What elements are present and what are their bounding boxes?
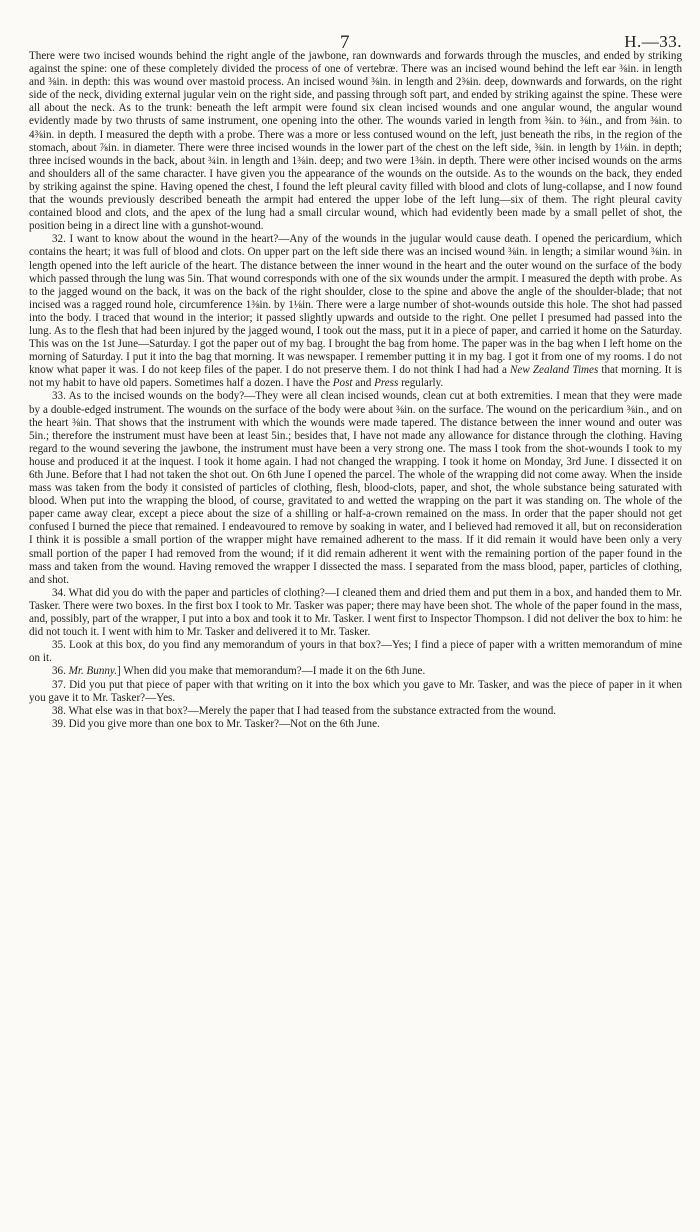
italic-text: Press	[374, 377, 399, 390]
document-reference: H.—33.	[624, 32, 682, 51]
text-segment: 32. I want to know about the wound in the heart?—Any of the wounds in the jugular would cause death. I opened the pericardium, which contains the heart; it was full of blood and clots. On upper part on the left side there was an incised wound ⅜in. in length; a similar wound ⅜in. in length opened into the left auricle of the heart. The distance between the inner wound in the heart and the outer wound on the surface of the body which passed through the lung was 5in. That wound corresponds with one of the six wounds under the armpit. I measured the depth with probe. As to the jagged wound on the back, it was on the back of the right shoulder, close to the spine and above the angle of the shoulder-blade; that not incised was a ragged round hole, circumference 1⅜in. by 1⅛in. There were a large number of shot-wounds outside this hole. The shot had passed into the body. I traced that wound in the interior; it passed slightly upwards and outside to the right. One pellet I presumed had passed into the lung. As to the flesh that had been injured by the jagged wound, I took out the mass, put it in a piece of paper, and carried it home on the Saturday. This was on the 1st June—Saturday. I got the paper out of my bag. I brought the bag from home. The paper was in the bag when I left home on the morning of Saturday. I put it into the bag that morning. It was newspaper. I remember putting it in my bag. I got it from one of my rooms. I do not know what paper it was. I do not keep files of the paper. I do not preserve them. I do not think I had had a	[29, 233, 682, 377]
body-text	[29, 50, 682, 731]
page-number: 7	[340, 32, 350, 53]
italic-text: Mr. Bunny.	[68, 665, 118, 678]
paragraph	[29, 390, 682, 586]
page-header	[29, 0, 682, 53]
paragraph	[29, 50, 682, 233]
text-segment: 39. Did you give more than one box to Mr. Tasker?—Not on the 6th June.	[52, 717, 380, 730]
text-segment: There were two incised wounds behind the right angle of the jawbone, ran downwards and forwards through the muscles, and ended by striking against the spine: one of these completely divided the process of one of vertebræ. There was an incised wound behind the left ear ⅜in. in length and ⅜in. in depth: this was wound over mastoid process. An incised wound ⅜in. in length and 2⅜in. deep, downwards and forwards, on the right side of the neck, dividing external jugular vein on the right side, and passing through soft part, and ended by striking against the spine. These were all about the neck. As to the trunk: beneath the left armpit were found six clean incised wounds and one angular wound, the angular wound evidently made by two thrusts of same instrument, one opening into the other. The wounds varied in length from ⅜in. to ⅜in., and from ⅜in. to 4⅜in. in depth. I measured the depth with a probe. There was a more or less contused wound on the left, just beneath the ribs, in the region of the stomach, about ⅞in. in diameter. There were three incised wounds in the lower part of the chest on the left side, ⅜in. in length by 1⅛in. in depth; three incised wounds in the back, about ¾in. in length and 1⅜in. deep; and two were 1⅜in. in depth. There were other incised wounds on the arms and shoulders all of the same character. I have given you the appearance of the wounds on the outside. As to the wounds on the back, they ended by striking against the spine. Having opened the chest, I found the left pleural cavity filled with blood and clots of lung-collapse, and I now found that the wounds previously described beneath the armpit had entered the upper lobe of the left lung—six of them. The right pleural cavity contained blood and clots, and the apex of the lung had a small circular wound, which had evidently been made by a small pellet of shot, the position being in a direct line with a gunshot-wound.	[29, 50, 682, 233]
text-segment: 38. What else was in that box?—Merely the paper that I had teased from the substance extracted from the wound.	[52, 704, 557, 717]
text-segment: 36.	[52, 665, 69, 678]
italic-text: New Zealand Times	[510, 364, 599, 377]
paragraph	[29, 587, 682, 639]
text-segment: ] When did you make that memorandum?—I made it on the 6th June.	[117, 665, 426, 678]
paragraph	[29, 705, 682, 718]
text-segment: 37. Did you put that piece of paper with that writing on it into the box which you gave to Mr. Tasker, and was the piece of paper in it when you gave it to Mr. Tasker?—Yes.	[29, 678, 682, 704]
paragraph	[29, 639, 682, 665]
paragraph	[29, 665, 682, 678]
text-segment: 33. As to the incised wounds on the body?—They were all clean incised wounds, clean cut at both extremities. I mean that they were made by a double-edged instrument. The wounds on the surface of the body were about ⅜in. on the surface. The wound on the pericardium ⅜in., and on the heart ⅜in. That shows that the instrument with which the wounds were made tapered. The distance between the inner wound and outer was 5in.; therefore the instrument must have been at least 5in.; besides that, I have not made any allowance for distance through the clothing. Having regard to the wound severing the jawbone, the instrument must have been a very strong one. The mass I took from the shot-wounds I took to my house and produced it at the inquest. I took it home again. I had not changed the wrapping. I took it home on Monday, 3rd June. I dissected it on 6th June. Before that I had not taken the shot out. On 6th June I opened the parcel. The whole of the wrapping did not come away. When the inside mass was taken from the body it consisted of particles of clothing, flesh, blood-clots, paper, and shot, the whole substance being saturated with blood. When put into the wrapping the blood, of course, gravitated to and wetted the wrapping on the part it was standing on. The whole of the paper came away clear, except a piece about the size of a shilling or half-a-crown remained on the mass. In order that the paper should not get confused I burned the piece that remained. I endeavoured to remove by soaking in water, and I believed had removed it all, but on reconsideration I think it is possible a small portion of the wrapper might have remained adherent to the mass. If it did remain it would have been only a very small portion of the paper I had removed from the wound; if it did remain adherent it went with the remaining portion of the paper found in the mass and taken from the wound. Having removed the wrapper I dissected the mass. I separated from the mass blood, paper, particles of clothing, and shot.	[29, 390, 682, 586]
paragraph	[29, 718, 682, 731]
italic-text: Post	[332, 377, 353, 390]
text-segment: regularly.	[398, 377, 444, 390]
paragraph	[29, 679, 682, 705]
text-segment: that morning. It is not my habit to have old papers. Sometimes half a dozen. I have the	[29, 364, 682, 390]
paragraph	[29, 233, 682, 390]
text-segment: 34. What did you do with the paper and particles of clothing?—I cleaned them and dried them and put them in a box, and handed them to Mr. Tasker. There were two boxes. In the first box I took to Mr. Tasker was paper; there may have been shot. The whole of the paper found in the mass, and, possibly, part of the wrapper, I put into a box and took it to Mr. Tasker. I went first to Inspector Thompson. I did not deliver the box to him: he did not touch it. I went with him to Mr. Tasker and delivered it to Mr. Tasker.	[29, 586, 682, 639]
text-segment: 35. Look at this box, do you find any memorandum of yours in that box?—Yes; I find a piece of paper with a written memorandum of mine on it.	[29, 639, 682, 665]
text-segment: and	[352, 377, 375, 390]
